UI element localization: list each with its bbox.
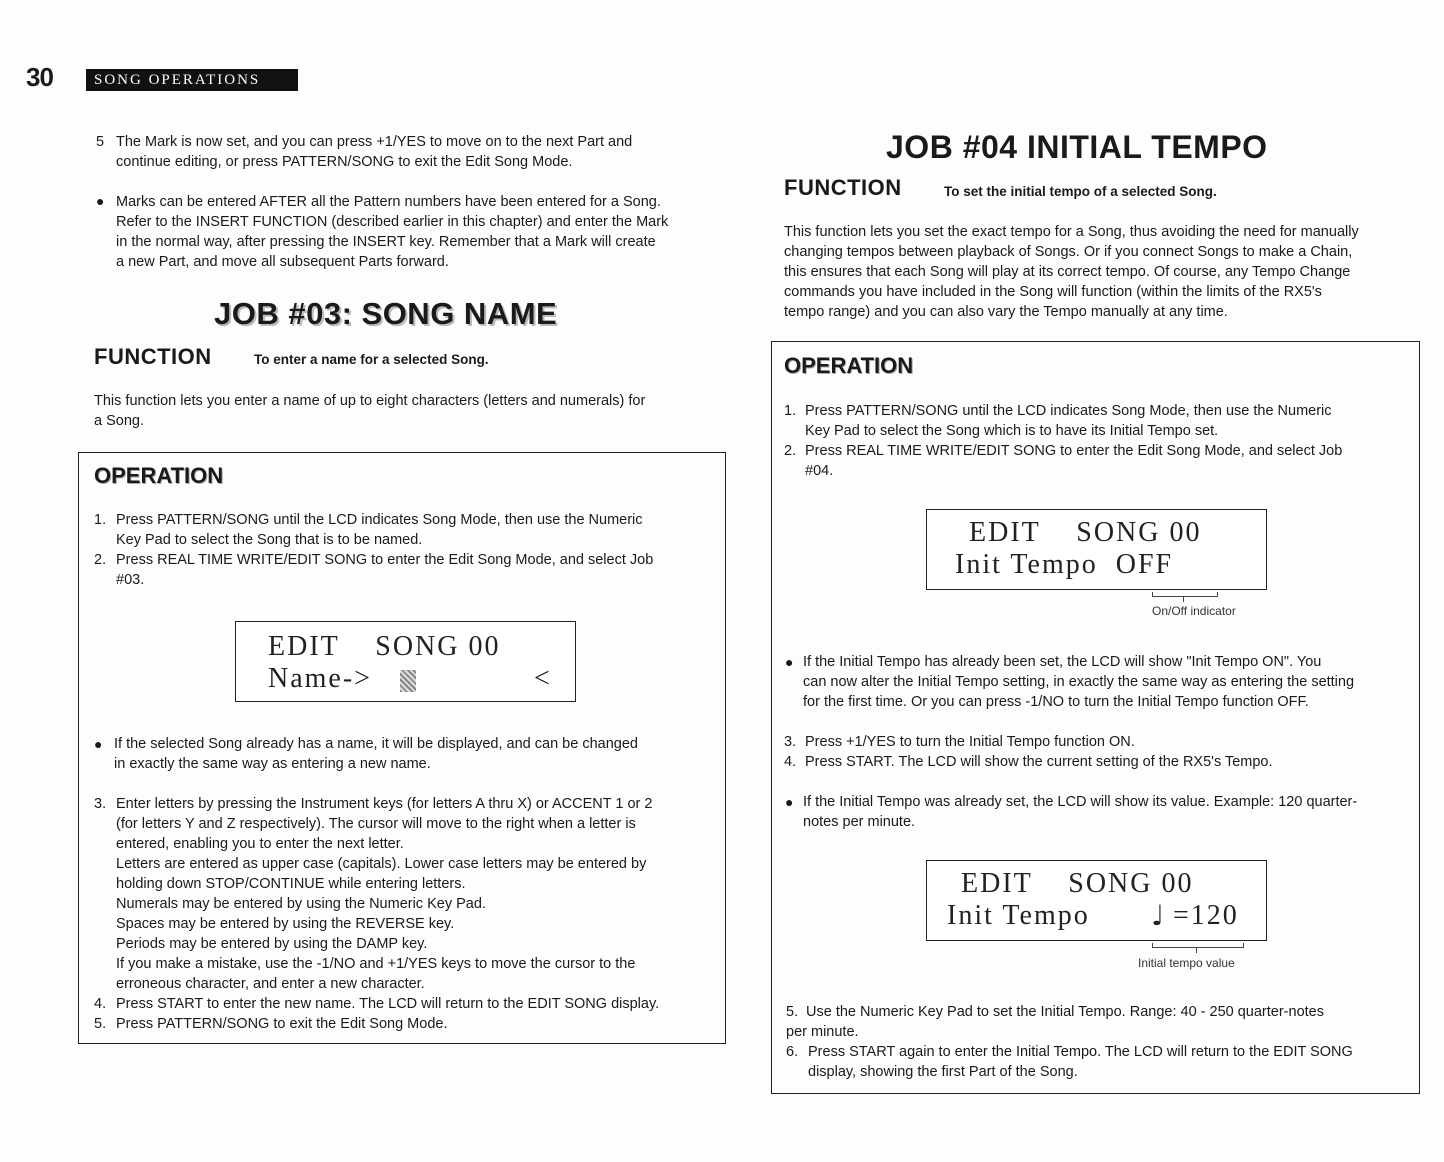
op-2-line1: Press REAL TIME WRITE/EDIT SONG to enter the Edit Song Mode, and select Job [116,552,654,568]
op-3-line: Enter letters by pressing the Instrument keys (for letters A thru X) or ACCENT 1 or 2 [116,796,653,812]
lcd-line2: Init Tempo OFF [955,549,1174,580]
lcd-cursor-icon [400,670,416,692]
op-2-number: 2. [94,552,107,568]
step-5-number: 5 [96,134,105,150]
bullet-marks-line1: Marks can be entered AFTER all the Pattern numbers have been entered for a Song. [116,194,661,210]
op-1-line2: Key Pad to select the Song which is to have its Initial Tempo set. [805,423,1219,439]
intro-line4: commands you have included in the Song will function (within the limits of the RX5's [784,284,1322,300]
op-2-number: 2. [784,443,797,459]
job-04-title: JOB #04 INITIAL TEMPO [886,129,1268,165]
op-3-line: Spaces may be entered by using the REVERSE key. [116,916,455,932]
tempo-value-bracket [1152,943,1244,948]
op-5-line: Press PATTERN/SONG to exit the Edit Song Mode. [116,1016,448,1032]
op-2-line2: #03. [116,572,145,588]
job-03-title: JOB #03: SONG NAME [214,296,558,331]
op-4-number: 4. [784,754,797,770]
op-1-number: 1. [784,403,797,419]
bullet-name-line1: If the selected Song already has a name, it will be displayed, and can be changed [114,736,638,752]
op-3-number: 3. [784,734,797,750]
lcd-line1: EDIT SONG 00 [961,868,1194,899]
op-6-line1: Press START again to enter the Initial Tempo. The LCD will return to the EDIT SONG [808,1044,1353,1060]
bullet-value-line1: If the Initial Tempo was already set, the LCD will show its value. Example: 120 quarter- [803,794,1358,810]
lcd-line1: EDIT SONG 00 [969,517,1202,548]
bullet-name-line2: in exactly the same way as entering a new name. [114,756,431,772]
intro-line5: tempo range) and you can also vary the Tempo manually at any time. [784,304,1228,320]
operation-heading: OPERATION [784,353,914,378]
op-5-number: 5. [786,1004,799,1020]
bullet-marks-line4: a new Part, and move all subsequent Parts forward. [116,254,449,270]
op-3-line: Press +1/YES to turn the Initial Tempo function ON. [805,734,1135,750]
op-3-line: Letters are entered as upper case (capitals). Lower case letters may be entered by [116,856,647,872]
on-off-bracket-stem [1183,596,1184,602]
section-title: SONG OPERATIONS [86,69,298,91]
op-3-line: erroneous character, and enter a new character. [116,976,425,992]
intro-line2: changing tempos between playback of Songs. Or if you connect Songs to make a Chain, [784,244,1353,260]
lcd-line2-end-marker: < [534,663,552,694]
op-3-line: (for letters Y and Z respectively). The cursor will move to the right when a letter is [116,816,636,832]
op-4-number: 4. [94,996,107,1012]
op-3-line: Numerals may be entered by using the Numeric Key Pad. [116,896,486,912]
op-1-line1: Press PATTERN/SONG until the LCD indicates Song Mode, then use the Numeric [116,512,643,528]
step-5-line2: continue editing, or press PATTERN/SONG to exit the Edit Song Mode. [116,154,573,170]
step-5-line1: The Mark is now set, and you can press +1/YES to move on to the next Part and [116,134,633,150]
op-5-number: 5. [94,1016,107,1032]
op-3-line: If you make a mistake, use the -1/NO and +1/YES keys to move the cursor to the [116,956,636,972]
op-3-line: Periods may be entered by using the DAMP key. [116,936,428,952]
op-6-line2: display, showing the first Part of the Song. [808,1064,1078,1080]
bullet-marks-line3: in the normal way, after pressing the INSERT key. Remember that a Mark will create [116,234,656,250]
op-6-number: 6. [786,1044,799,1060]
operation-heading: OPERATION [94,463,224,488]
lcd-line2-value: =120 [1173,900,1239,931]
on-off-caption: On/Off indicator [1152,604,1236,618]
function-description: To enter a name for a selected Song. [254,352,489,367]
intro-line1: This function lets you set the exact tempo for a Song, thus avoiding the need for manually [784,224,1359,240]
tempo-value-bracket-stem [1196,947,1197,953]
lcd-display-init-tempo-value [926,860,1267,941]
quarter-note-icon: ♩ [1151,899,1165,932]
bullet-on-line1: If the Initial Tempo has already been set, the LCD will show "Init Tempo ON". You [803,654,1322,670]
op-2-line2: #04. [805,463,834,479]
lcd-line1: EDIT SONG 00 [268,631,501,662]
op-1-line2: Key Pad to select the Song that is to be named. [116,532,423,548]
function-label: FUNCTION [94,344,212,369]
bullet-value-line2: notes per minute. [803,814,916,830]
op-1-line1: Press PATTERN/SONG until the LCD indicates Song Mode, then use the Numeric [805,403,1332,419]
lcd-display-init-tempo-off [926,509,1267,590]
bullet-icon: ● [96,193,105,209]
op-1-number: 1. [94,512,107,528]
bullet-on-line3: for the first time. Or you can press -1/NO to turn the Initial Tempo function OFF. [803,694,1309,710]
intro-line1: This function lets you enter a name of up to eight characters (letters and numerals) for [94,393,646,409]
op-5-line2: per minute. [786,1024,859,1040]
op-5-line1: Use the Numeric Key Pad to set the Initial Tempo. Range: 40 - 250 quarter-notes [806,1004,1324,1020]
on-off-bracket [1152,592,1218,597]
op-3-number: 3. [94,796,107,812]
lcd-display-song-name [235,621,576,702]
bullet-icon: ● [94,736,103,752]
op-3-line: entered, enabling you to enter the next letter. [116,836,404,852]
op-4-line: Press START to enter the new name. The LCD will return to the EDIT SONG display. [116,996,660,1012]
tempo-value-caption: Initial tempo value [1138,956,1235,970]
intro-line3: this ensures that each Song will play at its correct tempo. Of course, any Tempo Change [784,264,1351,280]
bullet-icon: ● [785,654,794,670]
bullet-marks-line2: Refer to the INSERT FUNCTION (described earlier in this chapter) and enter the Mark [116,214,669,230]
bullet-on-line2: can now alter the Initial Tempo setting, in exactly the same way as entering the setting [803,674,1355,690]
op-3-line: holding down STOP/CONTINUE while entering letters. [116,876,466,892]
lcd-line2-prompt: Name-> [268,663,372,694]
op-2-line1: Press REAL TIME WRITE/EDIT SONG to enter the Edit Song Mode, and select Job [805,443,1343,459]
intro-line2: a Song. [94,413,144,429]
lcd-line2-label: Init Tempo [947,900,1099,931]
page-number: 30 [26,62,53,92]
function-label: FUNCTION [784,175,902,200]
bullet-icon: ● [785,794,794,810]
op-4-line: Press START. The LCD will show the current setting of the RX5's Tempo. [805,754,1273,770]
function-description: To set the initial tempo of a selected Song. [944,184,1217,199]
